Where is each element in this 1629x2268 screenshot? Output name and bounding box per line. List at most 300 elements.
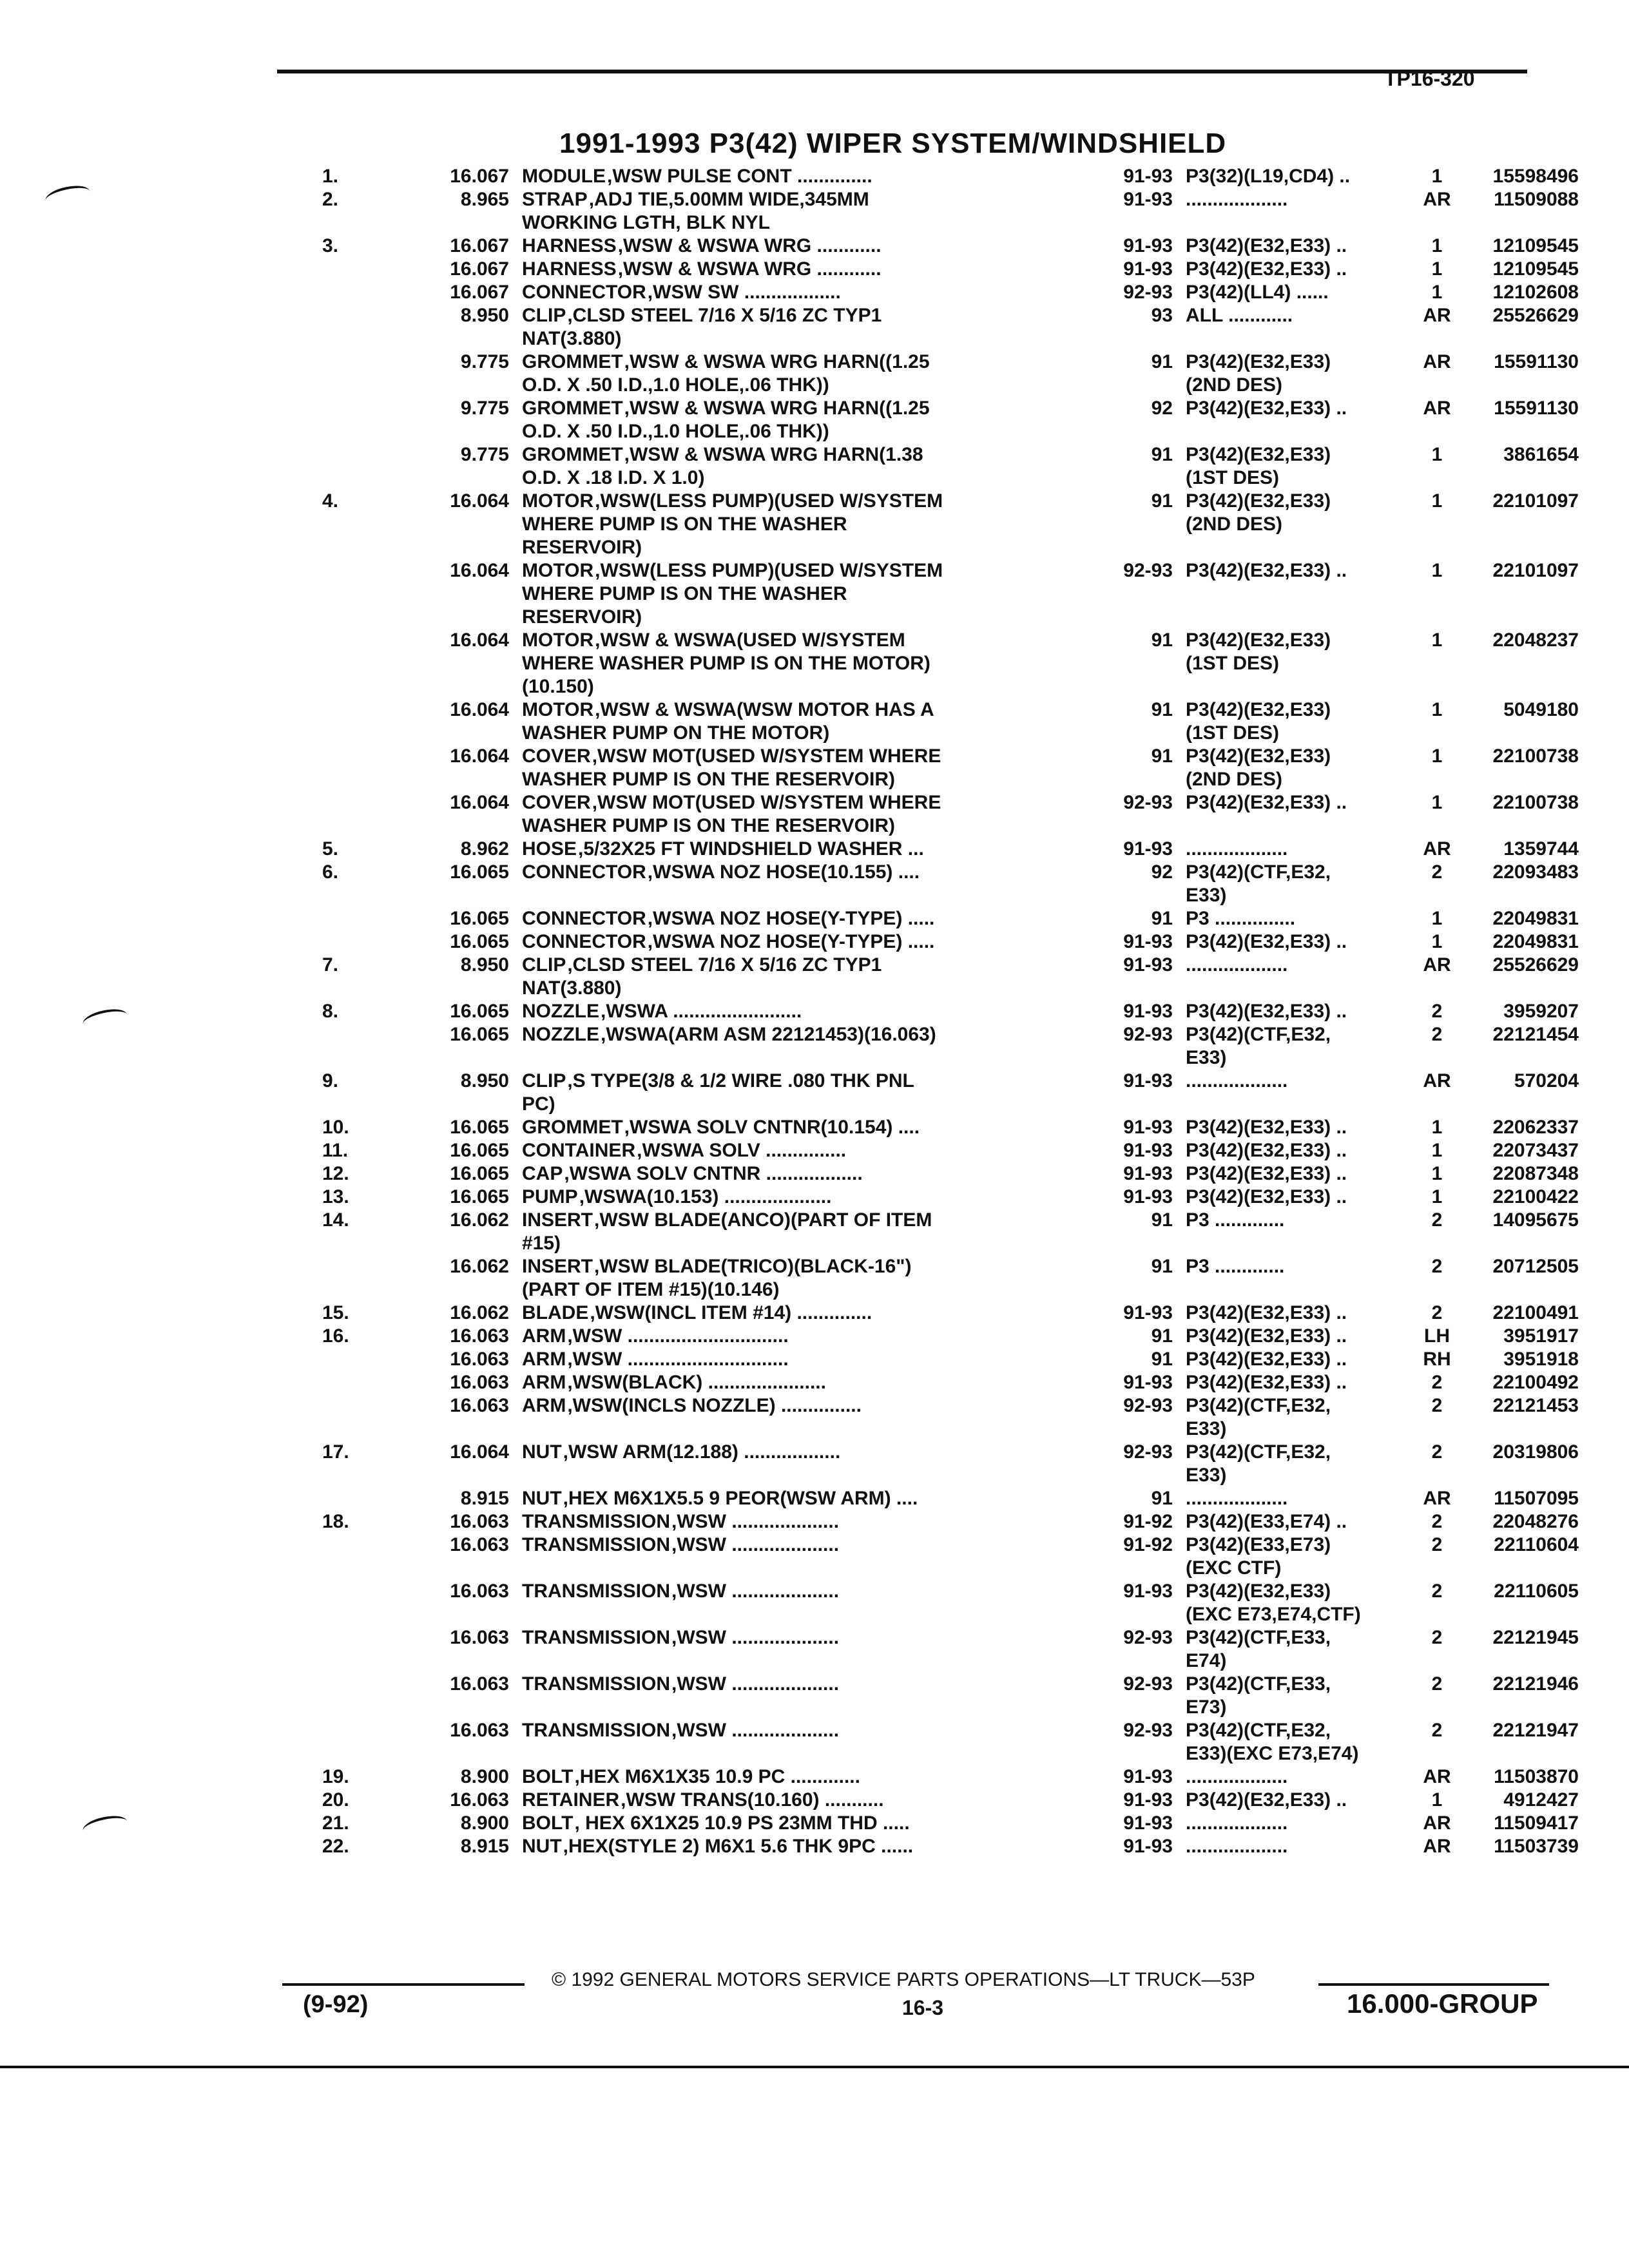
part-number (1456, 814, 1579, 838)
part-detail: ,WSW MOT(USED W/SYSTEM WHERE (592, 745, 941, 767)
parts-row-continuation (322, 652, 1559, 675)
part-description (522, 258, 1076, 281)
part-number: 3951917 (1503, 1325, 1579, 1347)
part-detail: ,WSWA NOZ HOSE(Y-TYPE) ..... (647, 931, 935, 952)
group-number: 16.065 (450, 861, 509, 883)
model-usage: P3(42)(E33,E73) (1186, 1534, 1331, 1555)
parts-row (322, 1116, 1579, 1139)
part-description (522, 165, 1076, 188)
model-usage: P3(42)(E32,E33) .. (1186, 235, 1347, 256)
item-number (322, 397, 380, 420)
parts-row-continuation (322, 1464, 1559, 1487)
model-usage: (EXC E73,E74,CTF) (1186, 1604, 1361, 1625)
part-name: ARM (522, 1372, 566, 1393)
group-number: 8.965 (460, 189, 509, 210)
part-number: 22121454 (1492, 1024, 1579, 1045)
part-detail: ,WSW & WSWA WRG HARN(1.38 (624, 444, 923, 465)
parts-row (322, 1209, 1579, 1232)
model-usage (1186, 675, 1418, 698)
parts-row (322, 1162, 1579, 1186)
part-detail: ,WSW(LESS PUMP)(USED W/SYSTEM (595, 490, 943, 512)
part-number: 22121945 (1492, 1627, 1579, 1648)
parts-row (322, 1487, 1579, 1510)
part-detail: ,WSWA NOZ HOSE(10.155) .... (647, 861, 920, 883)
part-detail: ,WSW(INCLS NOZZLE) ............... (567, 1395, 862, 1416)
part-description (522, 745, 1076, 768)
part-detail: ,5/32X25 FT WINDSHIELD WASHER ... (578, 838, 924, 860)
model-years: 91-93 (1123, 1302, 1173, 1323)
model-usage: E33)(EXC E73,E74) (1186, 1743, 1359, 1764)
part-description (522, 1394, 1076, 1418)
part-description (522, 304, 1076, 327)
part-detail: , HEX 6X1X25 10.9 PS 23MM THD ..... (574, 1812, 910, 1834)
quantity: AR (1423, 351, 1451, 372)
quantity: 1 (1431, 166, 1443, 187)
group-number: 8.915 (460, 1836, 509, 1857)
quantity (1418, 675, 1456, 698)
part-name: MOTOR (522, 699, 594, 720)
part-number: 22101097 (1492, 490, 1579, 512)
group-number: 8.962 (460, 838, 509, 860)
part-number: 12109545 (1492, 235, 1579, 256)
item-number (322, 1487, 380, 1510)
group-number: 16.065 (450, 908, 509, 929)
model-years: 91-93 (1123, 1117, 1173, 1138)
item-number: 22. (322, 1836, 349, 1857)
quantity (1418, 722, 1456, 745)
quantity (1418, 1046, 1456, 1070)
parts-row-continuation (322, 884, 1559, 907)
parts-row (322, 791, 1579, 814)
model-usage: E33) (1186, 1047, 1227, 1068)
part-description (522, 1835, 1076, 1858)
parts-row (322, 629, 1579, 652)
quantity: 2 (1431, 1302, 1443, 1323)
item-number (322, 1418, 380, 1441)
model-usage (1186, 327, 1418, 351)
group-number: 16.063 (450, 1789, 509, 1811)
revision-date: (9-92) (303, 1991, 369, 2018)
item-number: 2. (322, 189, 339, 210)
item-number (322, 606, 380, 629)
quantity: 2 (1431, 1441, 1443, 1463)
model-usage: ................... (1186, 1488, 1288, 1509)
quantity (1418, 1696, 1456, 1719)
model-usage: P3(42)(E32,E33) .. (1186, 560, 1347, 581)
part-name: ARM (522, 1395, 566, 1416)
part-detail: ,WSW & WSWA WRG ............ (617, 258, 882, 280)
model-usage: P3(42)(E32,E33) .. (1186, 258, 1347, 280)
part-description (522, 490, 1076, 513)
group-number (380, 1418, 522, 1441)
part-number: 15591130 (1494, 398, 1579, 419)
group-number (380, 582, 522, 606)
model-years: 91 (1151, 490, 1173, 512)
model-years: 91-93 (1123, 1140, 1173, 1161)
group-number (380, 1232, 522, 1255)
group-number (380, 211, 522, 235)
part-description: #15) (522, 1233, 561, 1254)
item-number (322, 513, 380, 536)
model-usage: P3(42)(E32,E33) (1186, 745, 1331, 767)
group-number (380, 1093, 522, 1116)
parts-row-continuation (322, 1742, 1559, 1765)
model-years: 92-93 (1123, 1720, 1173, 1741)
model-usage: P3(42)(E32,E33) .. (1186, 398, 1347, 419)
part-description: WORKING LGTH, BLK NYL (522, 212, 770, 233)
part-description (522, 1209, 1076, 1232)
item-number (322, 1603, 380, 1626)
model-usage: P3(32)(L19,CD4) .. (1186, 166, 1351, 187)
part-name: PUMP (522, 1186, 578, 1207)
model-usage (1186, 1278, 1418, 1302)
quantity (1418, 1093, 1456, 1116)
part-detail: ,HEX M6X1X35 10.9 PC ............. (574, 1766, 860, 1787)
part-description (522, 1046, 1076, 1070)
header-rule (277, 70, 1527, 73)
quantity: 1 (1431, 699, 1443, 720)
part-number: 22100491 (1492, 1302, 1579, 1323)
part-description: WHERE WASHER PUMP IS ON THE MOTOR) (522, 653, 930, 674)
part-description (522, 1487, 1076, 1510)
group-number: 16.063 (450, 1673, 509, 1695)
part-name: CONNECTOR (522, 931, 646, 952)
model-usage: ................... (1186, 1812, 1288, 1834)
parts-row (322, 1023, 1579, 1046)
model-usage: P3(42)(E32,E33) .. (1186, 1372, 1347, 1393)
item-number (322, 466, 380, 490)
item-number (322, 1371, 380, 1394)
quantity: 2 (1431, 1256, 1443, 1277)
parts-row-continuation (322, 675, 1559, 698)
part-detail: ,WSW ARM(12.188) .................. (563, 1441, 841, 1463)
parts-row (322, 954, 1579, 977)
parts-row (322, 1580, 1579, 1603)
parts-row-continuation (322, 1046, 1559, 1070)
model-years (1076, 652, 1186, 675)
quantity: 2 (1431, 1720, 1443, 1741)
group-number: 16.065 (450, 1163, 509, 1184)
quantity (1418, 1464, 1456, 1487)
part-number: 20712505 (1492, 1256, 1579, 1277)
model-years: 91-93 (1123, 1070, 1173, 1091)
group-number (380, 420, 522, 443)
parts-row (322, 1765, 1579, 1789)
part-description: O.D. X .18 I.D. X 1.0) (522, 467, 705, 488)
item-number (322, 722, 380, 745)
item-number (322, 327, 380, 351)
quantity: 2 (1431, 1372, 1443, 1393)
part-number: 22100492 (1492, 1372, 1579, 1393)
quantity: 1 (1431, 745, 1443, 767)
parts-row (322, 698, 1579, 722)
model-years (1076, 884, 1186, 907)
model-years: 91-93 (1123, 838, 1173, 860)
part-name: GROMMET (522, 351, 623, 372)
part-detail: ,WSWA(10.153) .................... (579, 1186, 832, 1207)
item-number: 8. (322, 1001, 339, 1022)
part-number (1456, 327, 1579, 351)
model-years: 91 (1151, 1349, 1173, 1370)
group-number (380, 675, 522, 698)
parts-row (322, 1139, 1579, 1162)
model-years: 92-93 (1123, 1441, 1173, 1463)
part-description (522, 351, 1076, 374)
part-number (1456, 536, 1579, 559)
model-usage: P3(42)(LL4) ...... (1186, 282, 1329, 303)
part-name: NUT (522, 1836, 562, 1857)
part-name: TRANSMISSION (522, 1581, 671, 1602)
part-name: MOTOR (522, 560, 594, 581)
part-name: CONNECTOR (522, 282, 646, 303)
group-number: 16.065 (450, 1140, 509, 1161)
part-description: WASHER PUMP IS ON THE RESERVOIR) (522, 769, 895, 790)
part-detail: ,WSW BLADE(ANCO)(PART OF ITEM (594, 1209, 932, 1231)
model-usage (1186, 1093, 1418, 1116)
model-usage: ................... (1186, 1836, 1288, 1857)
part-name: HARNESS (522, 235, 617, 256)
item-number: 6. (322, 861, 339, 883)
model-years: 91 (1151, 908, 1173, 929)
item-number: 14. (322, 1209, 349, 1231)
part-name: BOLT (522, 1812, 574, 1834)
part-number: 22087348 (1492, 1163, 1579, 1184)
item-number (322, 211, 380, 235)
part-description (522, 930, 1076, 954)
item-number: 17. (322, 1441, 349, 1463)
group-number: 16.067 (450, 235, 509, 256)
parts-row-continuation (322, 1649, 1559, 1673)
part-description (522, 1070, 1076, 1093)
group-number: 8.950 (460, 305, 509, 326)
model-usage: E33) (1186, 885, 1227, 906)
group-number: 16.062 (450, 1209, 509, 1231)
group-number (380, 814, 522, 838)
parts-row (322, 1070, 1579, 1093)
part-number (1456, 768, 1579, 791)
parts-row (322, 304, 1579, 327)
quantity (1418, 536, 1456, 559)
part-detail: ,WSWA NOZ HOSE(Y-TYPE) ..... (647, 908, 935, 929)
model-years: 91-93 (1123, 1836, 1173, 1857)
part-detail: ,CLSD STEEL 7/16 X 5/16 ZC TYP1 (567, 954, 882, 975)
parts-row-continuation (322, 420, 1559, 443)
group-number: 16.062 (450, 1302, 509, 1323)
quantity: 1 (1431, 629, 1443, 651)
part-description: NAT(3.880) (522, 328, 622, 349)
part-number: 25526629 (1492, 305, 1579, 326)
model-usage: (1ST DES) (1186, 653, 1280, 674)
group-label: 16.000-GROUP (1347, 1988, 1538, 2019)
model-usage: P3(42)(CTF,E32, (1186, 861, 1331, 883)
model-usage (1186, 1232, 1418, 1255)
item-number (322, 536, 380, 559)
punch-hole-mark (81, 1006, 129, 1033)
part-description (522, 1696, 1076, 1719)
group-number (380, 1649, 522, 1673)
quantity: 1 (1431, 908, 1443, 929)
quantity: AR (1423, 954, 1451, 975)
part-description (522, 954, 1076, 977)
part-description (522, 1371, 1076, 1394)
item-number (322, 907, 380, 930)
model-years (1076, 722, 1186, 745)
group-number: 9.775 (460, 351, 509, 372)
group-number (380, 722, 522, 745)
model-usage: P3(42)(E32,E33) .. (1186, 1001, 1347, 1022)
quantity: AR (1423, 189, 1451, 210)
group-number: 16.063 (450, 1720, 509, 1741)
part-description: (10.150) (522, 676, 594, 697)
group-number: 9.775 (460, 398, 509, 419)
part-name: CONNECTOR (522, 908, 646, 929)
part-name: GROMMET (522, 444, 623, 465)
punch-hole-mark (81, 1812, 129, 1840)
model-years: 91-93 (1123, 235, 1173, 256)
quantity: RH (1423, 1349, 1451, 1370)
parts-row-continuation (322, 1278, 1559, 1302)
part-name: STRAP (522, 189, 588, 210)
part-description: RESERVOIR) (522, 606, 642, 628)
parts-row (322, 188, 1579, 211)
group-number (380, 606, 522, 629)
model-years: 91-93 (1123, 258, 1173, 280)
model-years (1076, 466, 1186, 490)
parts-row-continuation (322, 814, 1559, 838)
model-years: 92-93 (1123, 560, 1173, 581)
group-number: 16.064 (450, 792, 509, 813)
model-usage: ................... (1186, 1766, 1288, 1787)
item-number (322, 1719, 380, 1742)
group-number (380, 327, 522, 351)
part-detail: ,WSW(BLACK) ...................... (567, 1372, 826, 1393)
part-number (1456, 1603, 1579, 1626)
group-number: 16.067 (450, 166, 509, 187)
group-number (380, 1046, 522, 1070)
part-name: MOTOR (522, 629, 594, 651)
quantity (1418, 513, 1456, 536)
model-years (1076, 536, 1186, 559)
parts-row-continuation (322, 722, 1559, 745)
quantity: 1 (1431, 1186, 1443, 1207)
part-number (1456, 977, 1579, 1000)
model-usage: P3 ............... (1186, 908, 1296, 929)
group-number (380, 884, 522, 907)
group-number: 16.065 (450, 1117, 509, 1138)
part-detail: ,WSW .................... (671, 1720, 840, 1741)
part-name: INSERT (522, 1256, 593, 1277)
part-description (522, 1742, 1076, 1765)
document-code: TP16-320 (1384, 67, 1475, 90)
group-number: 16.064 (450, 1441, 509, 1463)
group-number (380, 652, 522, 675)
part-number: 22048237 (1492, 629, 1579, 651)
part-number: 11503739 (1494, 1836, 1579, 1857)
parts-row (322, 930, 1579, 954)
item-number: 15. (322, 1302, 349, 1323)
model-years: 91-93 (1123, 1581, 1173, 1602)
part-number: 15591130 (1494, 351, 1579, 372)
model-years: 93 (1151, 305, 1173, 326)
quantity (1418, 814, 1456, 838)
model-years: 92 (1151, 398, 1173, 419)
parts-row-continuation (322, 466, 1559, 490)
group-number: 8.900 (460, 1766, 509, 1787)
item-number (322, 652, 380, 675)
part-number: 20319806 (1492, 1441, 1579, 1463)
part-description (522, 1302, 1076, 1325)
model-years (1076, 1557, 1186, 1580)
part-description (522, 884, 1076, 907)
model-usage: (1ST DES) (1186, 722, 1280, 744)
quantity (1418, 1649, 1456, 1673)
parts-row-continuation (322, 211, 1559, 235)
group-number: 16.064 (450, 490, 509, 512)
quantity: 2 (1431, 1627, 1443, 1648)
item-number (322, 1232, 380, 1255)
model-usage: P3(42)(E32,E33) .. (1186, 1186, 1347, 1207)
part-number (1456, 1649, 1579, 1673)
part-detail: ,WSW & WSWA WRG HARN((1.25 (624, 398, 930, 419)
model-usage (1186, 582, 1418, 606)
part-detail: ,WSW .................... (671, 1627, 840, 1648)
part-description (522, 1464, 1076, 1487)
part-name: BLADE (522, 1302, 589, 1323)
group-number: 16.064 (450, 745, 509, 767)
quantity: 1 (1431, 444, 1443, 465)
part-detail: ,WSW & WSWA WRG HARN((1.25 (624, 351, 930, 372)
item-number (322, 1557, 380, 1580)
parts-row (322, 1789, 1579, 1812)
group-number: 16.063 (450, 1372, 509, 1393)
part-description: O.D. X .50 I.D.,1.0 HOLE,.06 THK)) (522, 374, 829, 396)
model-years: 91 (1151, 629, 1173, 651)
part-detail: ,WSWA(ARM ASM 22121453)(16.063) (601, 1024, 936, 1045)
part-number: 11503870 (1494, 1766, 1579, 1787)
item-number: 20. (322, 1789, 349, 1811)
model-years: 91-93 (1123, 954, 1173, 975)
parts-row (322, 1000, 1579, 1023)
model-years: 92 (1151, 861, 1173, 883)
quantity: 2 (1431, 861, 1443, 883)
part-description (522, 629, 1076, 652)
part-number: 22100738 (1492, 792, 1579, 813)
item-number (322, 1580, 380, 1603)
footer-rule (1318, 1983, 1549, 1986)
model-years: 91 (1151, 351, 1173, 372)
part-detail: ,S TYPE(3/8 & 1/2 WIRE .080 THK PNL (567, 1070, 914, 1091)
parts-row (322, 1441, 1579, 1464)
part-description (522, 1673, 1076, 1696)
parts-row (322, 1186, 1579, 1209)
part-detail: ,WSW & WSWA WRG ............ (617, 235, 882, 256)
part-description (522, 1023, 1076, 1046)
quantity (1418, 884, 1456, 907)
model-usage (1186, 977, 1418, 1000)
part-detail: ,WSW .................... (671, 1511, 840, 1532)
model-years (1076, 814, 1186, 838)
item-number (322, 1394, 380, 1418)
part-number (1456, 1232, 1579, 1255)
group-number: 16.065 (450, 931, 509, 952)
model-usage: P3(42)(E32,E33) (1186, 490, 1331, 512)
quantity: AR (1423, 305, 1451, 326)
model-usage: P3(42)(E32,E33) .. (1186, 1117, 1347, 1138)
quantity: AR (1423, 1070, 1451, 1091)
part-number: 12109545 (1492, 258, 1579, 280)
part-description: WASHER PUMP ON THE MOTOR) (522, 722, 830, 744)
footer-rule (282, 1983, 525, 1986)
